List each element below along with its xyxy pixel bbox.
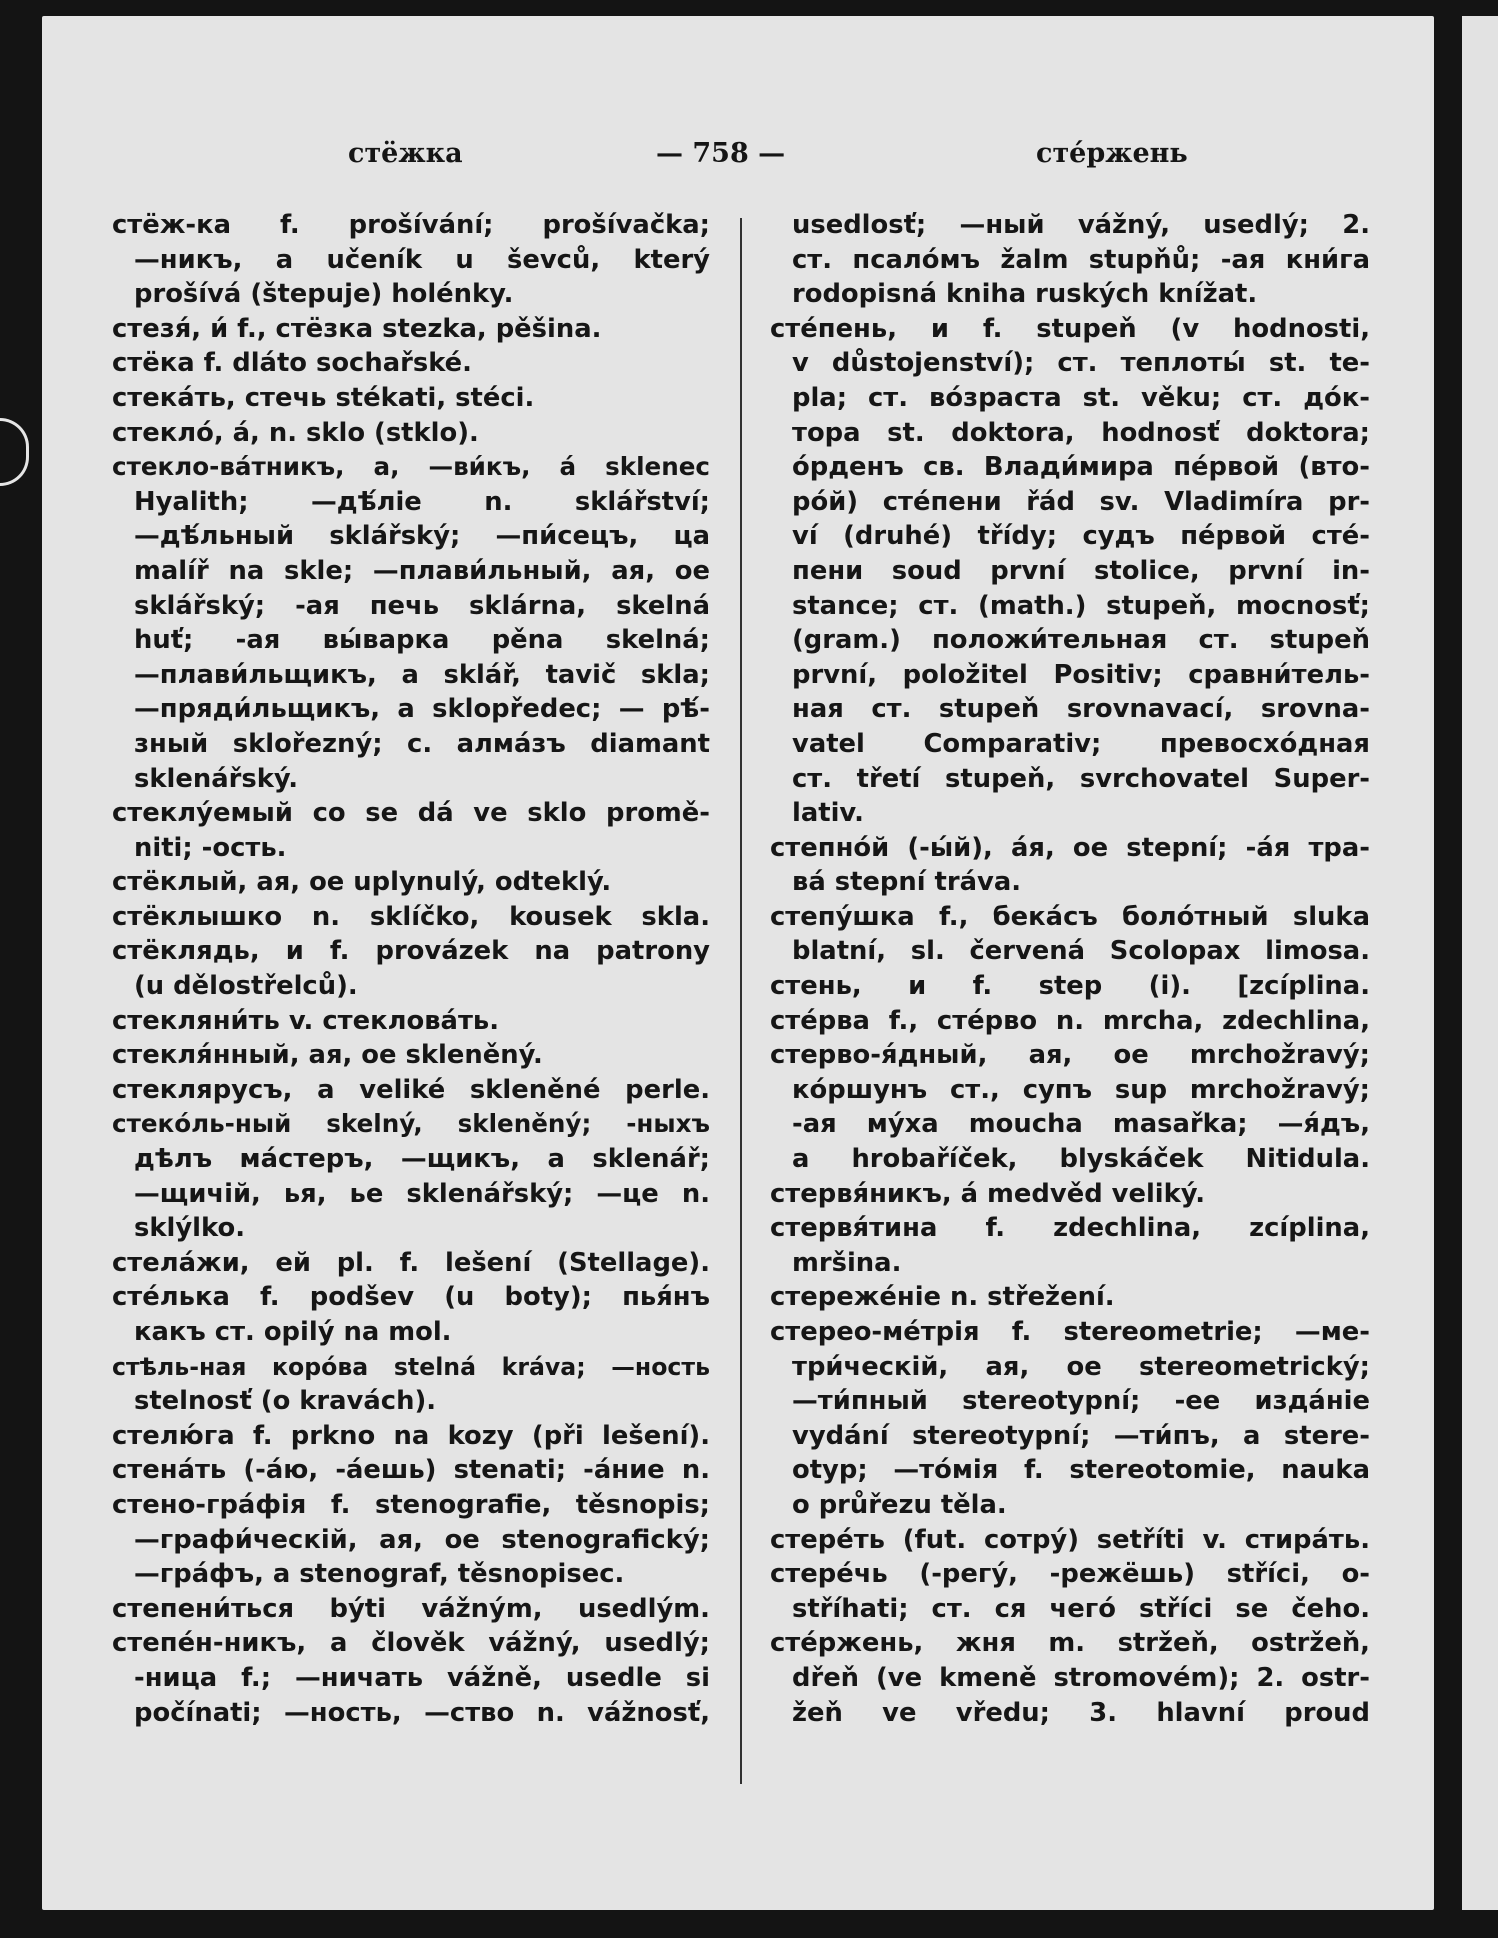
entry-line: стеклó, á, n. sklo (stklo). [112, 417, 479, 448]
entry-line: стёклышко n. sklíčko, kousek skla. [112, 901, 710, 932]
entry-line: -ница f.; —ничать vážně, usedle si [134, 1662, 710, 1693]
entry-line: stříhati; ст. ся чегó stříci se čeho. [792, 1593, 1370, 1624]
entry-line: huť; -ая вы́варка pěna skelná; [134, 625, 710, 656]
entry-line: стелю́га f. prkno na kozy (při lešení). [112, 1420, 710, 1451]
entry-line: стекло-вáтникъ, a, —ви́къ, á sklenec [112, 452, 710, 482]
entry-line: stance; ст. (math.) stupeň, mocnosť; [792, 590, 1370, 621]
entry-line: степéн-никъ, a člověk vážný, usedlý; [112, 1628, 710, 1659]
entry-line: стекáть, стечь stékati, stéci. [112, 382, 535, 413]
entry-line: стекля́нный, ая, ое skleněný. [112, 1040, 543, 1071]
entry-line: стерео-мéтрія f. stereometrie; —ме- [770, 1317, 1370, 1347]
entry-line: стерво-я́дный, ая, ое mrchožravý; [770, 1040, 1370, 1071]
entry-line: —плави́льщикъ, a sklář, tavič skla; [134, 659, 710, 690]
entry-line: рóй) стéпени řád sv. Vladimíra pr- [792, 486, 1370, 517]
entry-line: стéлька f. podšev (u boty); пья́нъ [112, 1282, 710, 1313]
entry-line: стéржень, жня m. stržeň, ostržeň, [770, 1628, 1370, 1659]
entry-line: ная ст. stupeň srovnavací, srovna- [792, 694, 1370, 725]
entry-line: стѣль-ная корóва stelná kráva; —ность [112, 1352, 710, 1381]
entry-line: ст. třetí stupeň, svrchovatel Super- [792, 763, 1370, 794]
entry-line: дѣлъ мáстеръ, —щикъ, a sklenář; [134, 1144, 710, 1175]
column-divider [740, 218, 742, 1784]
entry-line: a hrobaříček, blyskáček Nitidula. [792, 1144, 1370, 1175]
entry-line: стерéть (fut. сотру́) setříti v. стирáть. [770, 1524, 1370, 1555]
left-guide-word: стёжка [348, 138, 463, 169]
entry-line: стекóль-ный skelný, skleněný; -ныхъ [112, 1109, 710, 1139]
entry-line: стережéніе n. střežení. [770, 1282, 1115, 1313]
entry-line: žeň ve vředu; 3. hlavní proud [792, 1697, 1370, 1728]
entry-line: —щичій, ья, ье sklenářský; —це n. [134, 1178, 710, 1209]
entry-line: кóршунъ ст., супъ sup mrchožravý; [792, 1074, 1370, 1105]
entry-line: степени́ться býti vážným, usedlým. [112, 1593, 710, 1624]
entry-line: mršina. [792, 1247, 902, 1278]
entry-line: стенáть (-áю, -áешь) stenati; -áние n. [112, 1455, 710, 1486]
entry-line: sklenářský. [134, 763, 299, 794]
entry-line: стекляни́ть v. стекловáть. [112, 1005, 500, 1036]
entry-line: lativ. [792, 798, 864, 829]
entry-line: стень, и f. step (i). [zcíplina. [770, 971, 1370, 1002]
entry-line: стервя́тина f. zdechlina, zcíplina, [770, 1213, 1370, 1244]
entry-line: какъ ст. opilý na mol. [134, 1317, 452, 1347]
entry-line: pla; ст. вóзраста st. věku; ст. дóк- [792, 382, 1370, 413]
entry-line: стено-грáфія f. stenografie, těsnopis; [112, 1489, 710, 1520]
entry-line: вá stepní tráva. [792, 867, 1022, 898]
entry-line: —графи́ческій, ая, ое stenografický; [134, 1524, 710, 1555]
entry-line: první, položitel Positiv; сравни́тель- [792, 659, 1370, 690]
left-column [112, 208, 710, 1730]
entry-line: blatní, sl. červená Scolopax limosa. [792, 936, 1370, 967]
entry-line: —пряди́льщикъ, a sklopředec; — pѣ́- [134, 694, 710, 725]
entry-line: пени soud první stolice, první in- [792, 555, 1370, 586]
entry-line: стеклярусъ, a veliké skleněné perle. [112, 1074, 710, 1105]
entry-line: sklýlko. [134, 1213, 245, 1244]
entry-line: стéрва f., стéрво n. mrcha, zdechlina, [770, 1005, 1370, 1036]
scan-artifact [0, 418, 29, 486]
entry-line: óрденъ св. Влади́мира пéрвой (вто- [792, 452, 1370, 483]
entry-line: зный sklořezný; с. алмáзъ diamant [134, 728, 710, 759]
entry-line: стезя́, и́ f., стёзка stezka, pěšina. [112, 313, 602, 344]
entry-line: стёж-ка f. prošívání; prošívačka; [112, 210, 710, 240]
entry-line: dřeň (ve kmeně stromovém); 2. ostr- [792, 1662, 1370, 1693]
entry-line: ст. псалóмъ žalm stupňů; -ая кни́га [792, 244, 1370, 275]
entry-line: три́ческій, ая, ое stereometrický; [792, 1351, 1370, 1382]
entry-line: степнóй (-ы́й), áя, ое stepní; -áя тра- [770, 832, 1370, 863]
entry-line: v důstojenství); ст. теплоты́ st. te- [792, 348, 1370, 379]
entry-line: —ти́пный stereotypní; -ее издáніе [792, 1386, 1370, 1417]
entry-line: stelnosť (o kravách). [134, 1386, 437, 1417]
entry-line: стервя́никъ, á medvěd veliký. [770, 1178, 1206, 1209]
entry-line: -ая му́ха moucha masařka; —я́дъ, [792, 1109, 1370, 1140]
entry-line: otyp; —тóмія f. stereotomie, nauka [792, 1455, 1370, 1486]
entry-line: (gram.) положи́тельная ст. stupeň [792, 625, 1370, 656]
entry-line: usedlosť; —ный vážný, usedlý; 2. [792, 210, 1370, 240]
entry-line: rodopisná kniha ruských knížat. [792, 279, 1258, 310]
entry-line: ví (druhé) třídy; судъ пéрвой стé- [792, 521, 1370, 552]
entry-line: (u dělostřelců). [134, 971, 358, 1002]
entry-line: —дѣ́льный sklářský; —пи́сецъ, ца [134, 521, 710, 552]
entry-line: стёка f. dláto sochařské. [112, 348, 472, 379]
entry-line: —грáфъ, a stenograf, těsnopisec. [134, 1559, 625, 1590]
entry-line: стёклый, ая, ое uplynulý, odteklý. [112, 867, 612, 898]
entry-line: степу́шка f., бекáсъ болóтный sluka [770, 901, 1370, 932]
right-guide-word: стéржень [1036, 138, 1188, 169]
entry-line: počínati; —ность, —ство n. vážnosť, [134, 1697, 710, 1728]
page-number: — 758 — [656, 138, 786, 169]
entry-line: стéпень, и f. stupeň (v hodnosti, [770, 313, 1370, 344]
entry-line: стеклу́емый co se dá ve sklo promě- [112, 798, 710, 829]
entry-line: vydání stereotypní; —ти́пъ, a stere- [792, 1420, 1370, 1451]
adjacent-page-edge [1462, 16, 1498, 1910]
entry-line: —никъ, a učeník u ševců, který [134, 244, 710, 275]
entry-line: o průřezu těla. [792, 1489, 1007, 1520]
entry-line: стерéчь (-регу́, -режёшь) stříci, o- [770, 1559, 1370, 1590]
entry-line: malíř na skle; —плави́льный, ая, ое [134, 555, 710, 586]
entry-line: sklářský; -ая печь sklárna, skelná [134, 590, 710, 621]
entry-line: тора st. doktora, hodnosť doktora; [792, 417, 1370, 448]
entry-line: стёклядь, и f. provázek na patrony [112, 936, 710, 967]
entry-line: prošívá (štepuje) holénky. [134, 279, 514, 310]
entry-line: niti; -ость. [134, 832, 287, 863]
entry-line: vatel Comparativ; превосхóдная [792, 728, 1370, 759]
entry-line: Hyalith; —дѣ́лie n. sklářství; [134, 486, 710, 517]
entry-line: стелáжи, ей pl. f. lešení (Stellage). [112, 1247, 710, 1278]
right-column [770, 208, 1370, 1730]
